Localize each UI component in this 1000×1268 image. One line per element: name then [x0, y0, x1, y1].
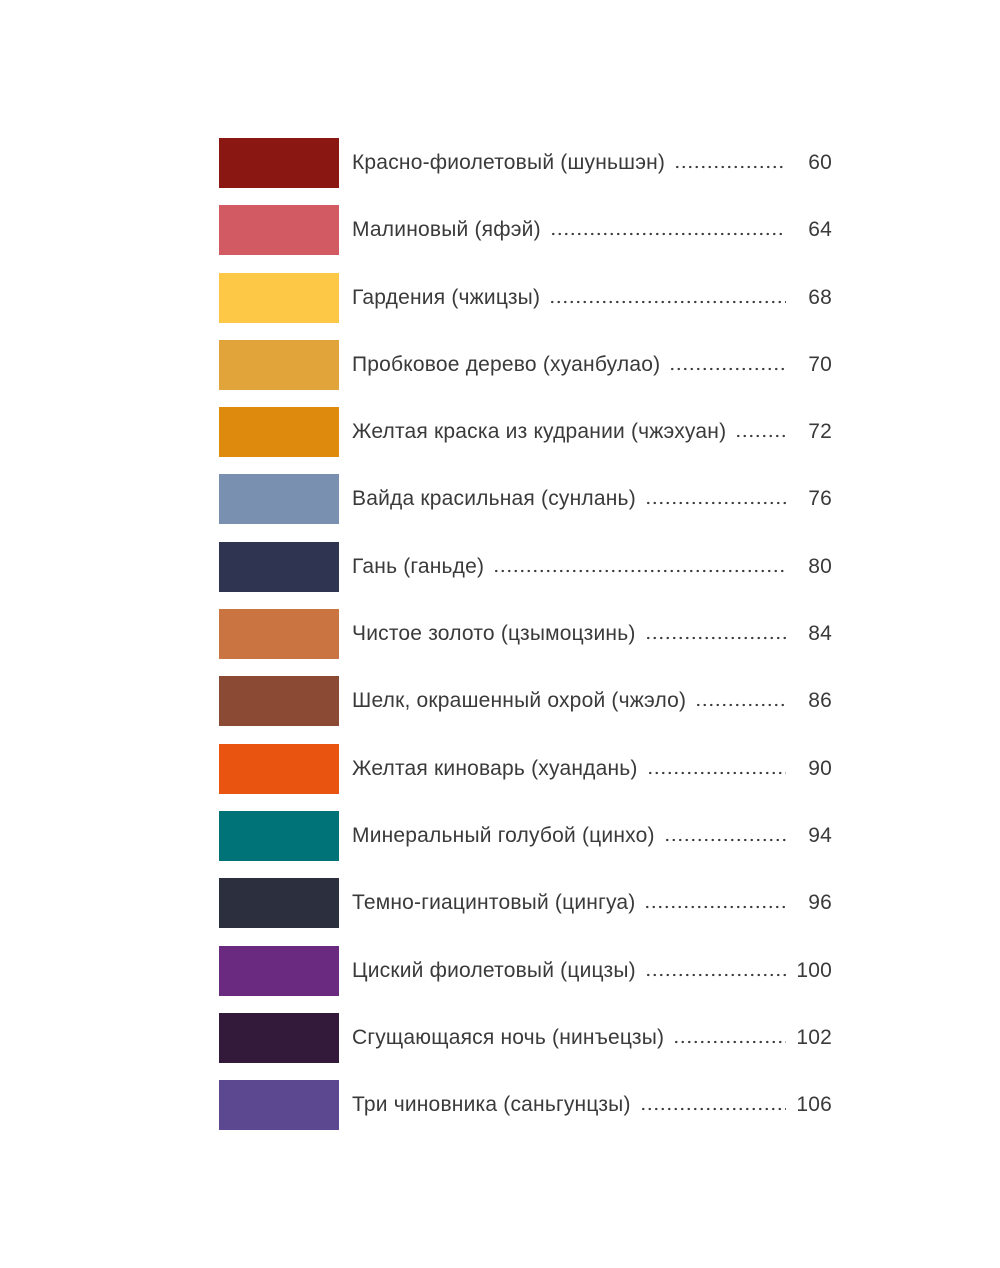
- page-number: 70: [808, 352, 832, 376]
- toc-entry: [352, 959, 832, 983]
- toc-row: [219, 205, 832, 255]
- toc-entry: [352, 622, 832, 646]
- toc-row: [219, 811, 832, 861]
- page-number: 102: [796, 1025, 832, 1049]
- color-swatch: [219, 407, 339, 457]
- toc-row: [219, 273, 832, 323]
- page-number: 106: [796, 1093, 832, 1117]
- entry-label: Желтая киноварь (хуандань): [352, 756, 638, 780]
- toc-row: [219, 878, 832, 928]
- toc-row: [219, 1080, 832, 1130]
- color-swatch: [219, 205, 339, 255]
- toc-row: [219, 474, 832, 524]
- page-number: 68: [808, 285, 832, 309]
- page-number: 72: [808, 420, 832, 444]
- toc-row: [219, 1013, 832, 1063]
- color-swatch: [219, 1080, 339, 1130]
- color-swatch: [219, 1013, 339, 1063]
- toc-row: [219, 407, 832, 457]
- entry-label: Темно-гиацинтовый (цингуа): [352, 891, 636, 915]
- page-number: 64: [808, 218, 832, 242]
- dot-leader: [645, 501, 786, 505]
- toc-entry: [352, 218, 832, 242]
- color-swatch: [219, 609, 339, 659]
- entry-label: Гардения (чжицзы): [352, 285, 541, 309]
- dot-leader: [644, 905, 786, 909]
- dot-leader: [647, 771, 786, 775]
- entry-label: Циский фиолетовый (цицзы): [352, 958, 636, 982]
- color-swatch: [219, 744, 339, 794]
- entry-label: Вайда красильная (сунлань): [352, 487, 636, 511]
- entry-label: Три чиновника (саньгунцзы): [352, 1093, 631, 1117]
- color-swatch: [219, 474, 339, 524]
- dot-leader: [664, 838, 786, 842]
- color-swatch: [219, 946, 339, 996]
- page-number: 90: [808, 756, 832, 780]
- toc-entry: [352, 824, 832, 848]
- toc-row: [219, 609, 832, 659]
- color-swatch: [219, 340, 339, 390]
- toc-row: [219, 946, 832, 996]
- toc-list: [219, 138, 832, 1130]
- page-number: 86: [808, 689, 832, 713]
- entry-label: Шелк, окрашенный охрой (чжэло): [352, 689, 687, 713]
- dot-leader: [669, 367, 786, 371]
- toc-entry: [352, 487, 832, 511]
- toc-row: [219, 744, 832, 794]
- color-swatch: [219, 542, 339, 592]
- entry-label: Пробковое дерево (хуанбулао): [352, 352, 661, 376]
- page-number: 84: [808, 622, 832, 646]
- color-swatch: [219, 676, 339, 726]
- page-number: 76: [808, 487, 832, 511]
- toc-entry: [352, 891, 832, 915]
- dot-leader: [695, 703, 786, 707]
- dot-leader: [550, 232, 786, 236]
- toc-entry: [352, 151, 832, 175]
- entry-label: Минеральный голубой (цинхо): [352, 823, 655, 847]
- color-swatch: [219, 138, 339, 188]
- color-swatch: [219, 878, 339, 928]
- dot-leader: [640, 1107, 786, 1111]
- toc-entry: [352, 1093, 832, 1117]
- toc-row: [219, 542, 832, 592]
- entry-label: Желтая краска из кудрании (чжэхуан): [352, 420, 727, 444]
- dot-leader: [645, 636, 786, 640]
- dot-leader: [645, 973, 786, 977]
- color-swatch: [219, 811, 339, 861]
- dot-leader: [673, 1040, 786, 1044]
- dot-leader: [674, 165, 786, 169]
- toc-entry: [352, 1026, 832, 1050]
- toc-row: [219, 138, 832, 188]
- toc-row: [219, 676, 832, 726]
- page-number: 100: [796, 958, 832, 982]
- toc-entry: [352, 555, 832, 579]
- dot-leader: [493, 569, 786, 573]
- dot-leader: [735, 434, 786, 438]
- page-number: 94: [808, 823, 832, 847]
- entry-label: Малиновый (яфэй): [352, 218, 541, 242]
- dot-leader: [549, 300, 786, 304]
- entry-label: Гань (ганьде): [352, 554, 485, 578]
- page-number: 60: [808, 151, 832, 174]
- toc-row: [219, 340, 832, 390]
- entry-label: Чистое золото (цзымоцзинь): [352, 622, 636, 646]
- page-number: 80: [808, 554, 832, 578]
- entry-label: Сгущающаяся ночь (нинъецзы): [352, 1025, 665, 1049]
- toc-entry: [352, 353, 832, 377]
- page-number: 96: [808, 891, 832, 915]
- toc-entry: [352, 757, 832, 781]
- toc-entry: [352, 286, 832, 310]
- color-swatch: [219, 273, 339, 323]
- entry-label: Красно-фиолетовый (шуньшэн): [352, 151, 666, 174]
- toc-entry: [352, 420, 832, 444]
- toc-entry: [352, 689, 832, 713]
